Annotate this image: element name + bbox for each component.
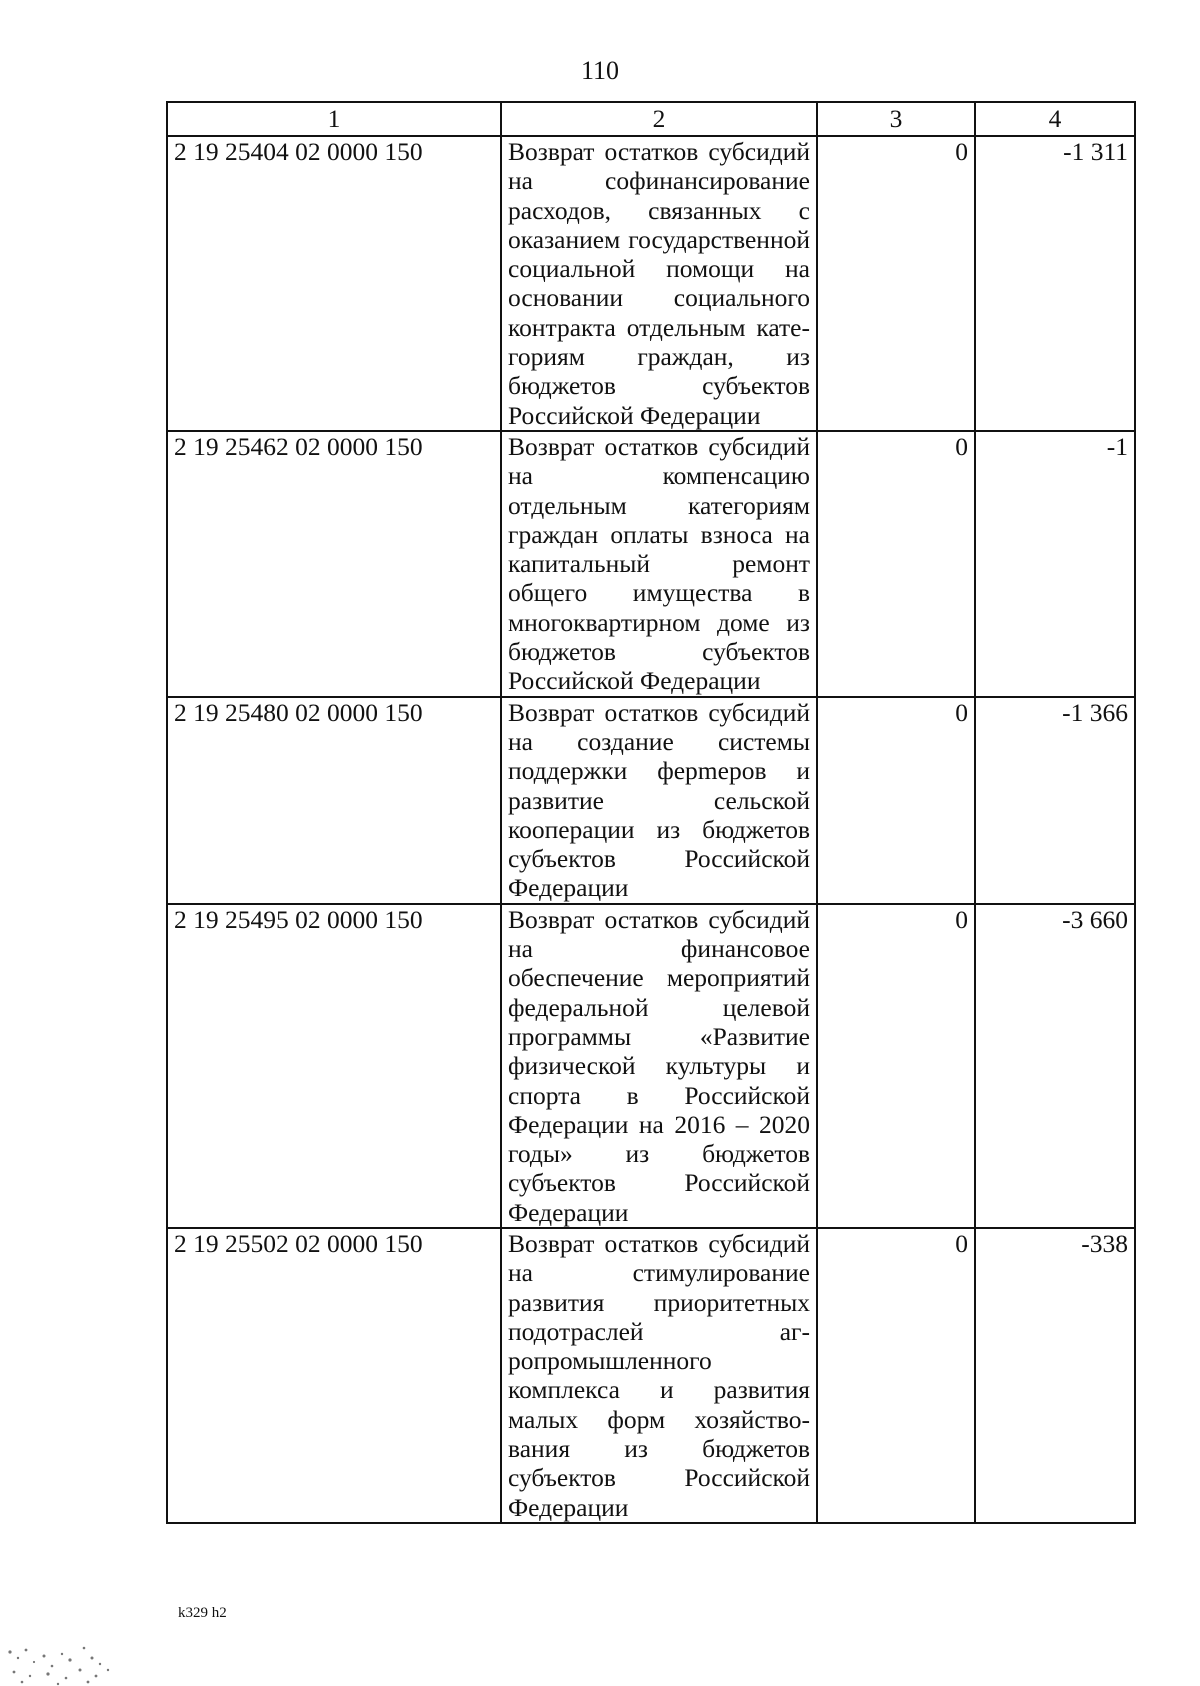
scan-artifact-noise [0, 1600, 120, 1686]
row-code: 2 19 25495 02 0000 150 [167, 904, 501, 1228]
row-description: Возврат остатков субсидий на стимулирование развития приоритетных подотраслей агропромышленного комплекса и развития малых форм хозяйствования из бюджетов субъектов Российской Федерации [501, 1228, 817, 1523]
table-row [167, 136, 1135, 431]
header-col-3: 3 [817, 102, 975, 136]
row-description: Возврат остатков субсидий на финансовое обеспечение мероприятий федеральной целевой программы «Развитие физической культуры и спорта в Российской Федерации на 2016 – 2020 годы» из бюджетов субъектов Российской Федерации [501, 904, 817, 1228]
row-col3-value: 0 [817, 904, 975, 1228]
row-col4-value: -3 660 [975, 904, 1135, 1228]
row-col3-value: 0 [817, 136, 975, 431]
header-col-2: 2 [501, 102, 817, 136]
header-row [167, 102, 1135, 136]
row-code: 2 19 25404 02 0000 150 [167, 136, 501, 431]
row-code: 2 19 25462 02 0000 150 [167, 431, 501, 697]
table-row [167, 904, 1135, 1228]
table-row [167, 431, 1135, 697]
row-col4-value: -1 311 [975, 136, 1135, 431]
row-code: 2 19 25480 02 0000 150 [167, 697, 501, 904]
table-body [167, 136, 1135, 1523]
row-col3-value: 0 [817, 431, 975, 697]
row-col4-value: -1 [975, 431, 1135, 697]
row-description: Возврат остатков субсидий на создание системы поддержки ферmеров и развитие сельской кооперации из бюджетов субъектов Российской Федерации [501, 697, 817, 904]
header-col-4: 4 [975, 102, 1135, 136]
row-col4-value: -338 [975, 1228, 1135, 1523]
page-number: 110 [580, 56, 620, 85]
row-col3-value: 0 [817, 1228, 975, 1523]
row-col4-value: -1 366 [975, 697, 1135, 904]
footer-document-code: k329 h2 [178, 1605, 227, 1621]
header-col-1: 1 [167, 102, 501, 136]
row-description: Возврат остатков субсидий на компенсацию отдельным категориям граждан оплаты взноса на капитальный ремонт общего имущества в многоквартирном доме из бюджетов субъектов Российской Федерации [501, 431, 817, 697]
table-row [167, 697, 1135, 904]
table-row [167, 1228, 1135, 1523]
budget-table [166, 101, 1136, 1524]
row-col3-value: 0 [817, 697, 975, 904]
table-header [167, 102, 1135, 136]
row-description: Возврат остатков субсидий на софинансирование расходов, связанных с оказанием государственной социальной помощи на основании социального контракта отдельным категориям граждан, из бюджетов субъектов Российской Федерации [501, 136, 817, 431]
row-code: 2 19 25502 02 0000 150 [167, 1228, 501, 1523]
